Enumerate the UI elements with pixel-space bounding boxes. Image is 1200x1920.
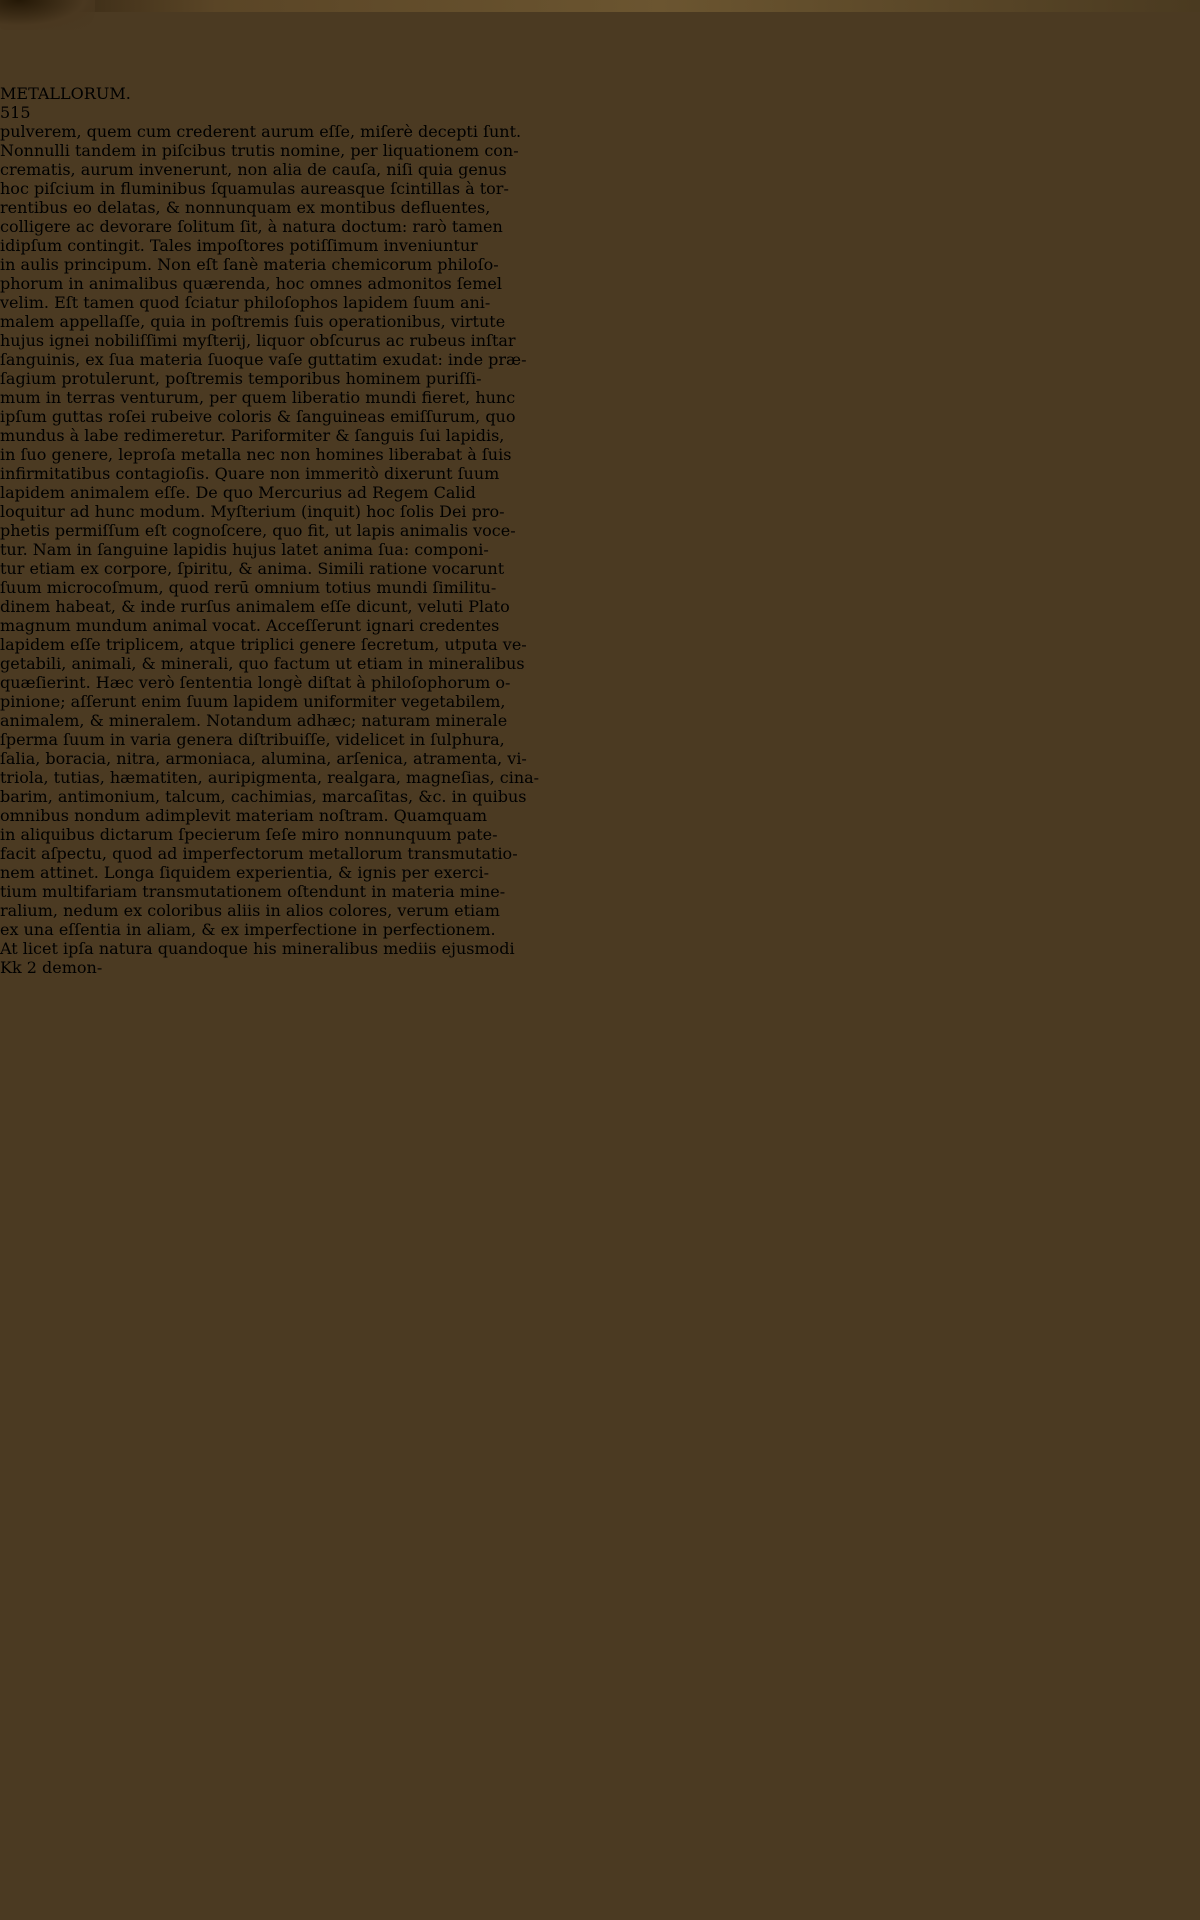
book-top-edge bbox=[0, 0, 1200, 12]
signature-line bbox=[0, 958, 1200, 977]
ink-dot bbox=[0, 75, 3, 84]
text-line: facit aſpectu, quod ad imperfectorum metallorum transmutatio- bbox=[0, 844, 518, 863]
text-line: hujus ignei nobiliſſimi myſterij, liquor obſcurus ac rubeus inſtar bbox=[0, 331, 516, 350]
text-line: lapidem animalem eſſe. De quo Mercurius ad Regem Calid bbox=[0, 483, 476, 502]
text-line: ipſum guttas roſei rubeive coloris & ſanguineas emiſſurum, quo bbox=[0, 407, 516, 426]
text-line: crematis, aurum invenerunt, non alia de cauſa, niſi quia genus bbox=[0, 160, 507, 179]
text-line: mundus à labe redimeretur. Pariformiter & ſanguis ſui lapidis, bbox=[0, 426, 505, 445]
text-line: pulverem, quem cum crederent aurum eſſe, miſerè decepti ſunt. bbox=[0, 122, 522, 141]
text-line: quæſierint. Hæc verò ſententia longè diſtat à philoſophorum o- bbox=[0, 673, 511, 692]
text-line: idipſum contingit. Tales impoſtores potiſſimum inveniuntur bbox=[0, 236, 478, 255]
text-line: velim. Eſt tamen quod ſciatur philoſophos lapidem ſuum ani- bbox=[0, 293, 491, 312]
text-line: ſagium protulerunt, poſtremis temporibus hominem puriſſi- bbox=[0, 369, 482, 388]
text-line: in aliquibus dictarum ſpecierum ſeſe miro nonnunquum pate- bbox=[0, 825, 498, 844]
text-line: tur. Nam in ſanguine lapidis hujus latet anima ſua: componi- bbox=[0, 540, 489, 559]
text-line: ralium, nedum ex coloribus aliis in alios colores, verum etiam bbox=[0, 901, 500, 920]
text-line: hoc piſcium in fluminibus ſquamulas aureasque ſcintillas à tor- bbox=[0, 179, 509, 198]
binding-corner-shadow bbox=[0, 0, 95, 30]
text-line: Nonnulli tandem in piſcibus trutis nomine, per liquationem con- bbox=[0, 141, 519, 160]
text-line: At licet ipſa natura quandoque his mineralibus mediis ejusmodi bbox=[0, 939, 515, 958]
text-line: tium multifariam transmutationem oſtendunt in materia mine- bbox=[0, 882, 506, 901]
page-number: 515 bbox=[0, 103, 31, 122]
text-line: ex una eſſentia in aliam, & ex imperfectione in perfectionem. bbox=[0, 920, 496, 939]
text-line: phorum in animalibus quærenda, hoc omnes admonitos ſemel bbox=[0, 274, 502, 293]
text-line: barim, antimonium, talcum, cachimias, marcaſitas, &c. in quibus bbox=[0, 787, 527, 806]
text-line: infirmitatibus contagioſis. Quare non immeritò dixerunt ſuum bbox=[0, 464, 500, 483]
text-line: dinem habeat, & inde rurſus animalem eſſe dicunt, veluti Plato bbox=[0, 597, 510, 616]
text-line: lapidem eſſe triplicem, atque triplici genere ſecretum, utputa ve- bbox=[0, 635, 527, 654]
text-line: omnibus nondum adimplevit materiam noſtram. Quamquam bbox=[0, 806, 488, 825]
text-line: nem attinet. Longa ſiquidem experientia, & ignis per exerci- bbox=[0, 863, 489, 882]
text-line: pinione; aſſerunt enim ſuum lapidem uniformiter vegetabilem, bbox=[0, 692, 506, 711]
text-line: in aulis principum. Non eſt ſanè materia chemicorum philoſo- bbox=[0, 255, 499, 274]
signature-mark: Kk bbox=[0, 958, 22, 977]
text-line: ſalia, boracia, nitra, armoniaca, alumina, arſenica, atramenta, vi- bbox=[0, 749, 527, 768]
book-bottom-edge bbox=[0, 1890, 1200, 1920]
text-line: animalem, & mineralem. Notandum adhæc; naturam minerale bbox=[0, 711, 508, 730]
text-line: ſperma ſuum in varia genera diſtribuiſſe, videlicet in ſulphura, bbox=[0, 730, 505, 749]
text-line: magnum mundum animal vocat. Acceſſerunt ignari credentes bbox=[0, 616, 500, 635]
text-line: triola, tutias, hæmatiten, auripigmenta, realgara, magneſias, cina- bbox=[0, 768, 540, 787]
text-line: phetis permiſſum eſt cognoſcere, quo fit, ut lapis animalis voce- bbox=[0, 521, 516, 540]
text-line: getabili, animali, & minerali, quo factum ut etiam in mineralibus bbox=[0, 654, 525, 673]
signature-number: 2 bbox=[26, 958, 37, 977]
text-line: colligere ac devorare ſolitum ſit, à natura doctum: rarò tamen bbox=[0, 217, 503, 236]
text-line: tur etiam ex corpore, ſpiritu, & anima. Simili ratione vocarunt bbox=[0, 559, 505, 578]
text-line: mum in terras venturum, per quem liberatio mundi fieret, hunc bbox=[0, 388, 516, 407]
text-line: rentibus eo delatas, & nonnunquam ex montibus defluentes, bbox=[0, 198, 491, 217]
text-line: in ſuo genere, leproſa metalla nec non homines liberabat à ſuis bbox=[0, 445, 512, 464]
text-line: ſuum microcoſmum, quod rerū omnium totius mundi ſimilitu- bbox=[0, 578, 497, 597]
text-line: malem appellaſſe, quia in poſtremis ſuis operationibus, virtute bbox=[0, 312, 506, 331]
ink-dot bbox=[0, 61, 3, 75]
running-head-title: METALLORUM. bbox=[0, 84, 131, 103]
text-line: loquitur ad hunc modum. Myſterium (inquit) hoc ſolis Dei pro- bbox=[0, 502, 505, 521]
catchword: demon- bbox=[42, 958, 103, 977]
body-text bbox=[0, 122, 1200, 958]
text-line: ſanguinis, ex ſua materia ſuoque vaſe guttatim exudat: inde præ- bbox=[0, 350, 527, 369]
